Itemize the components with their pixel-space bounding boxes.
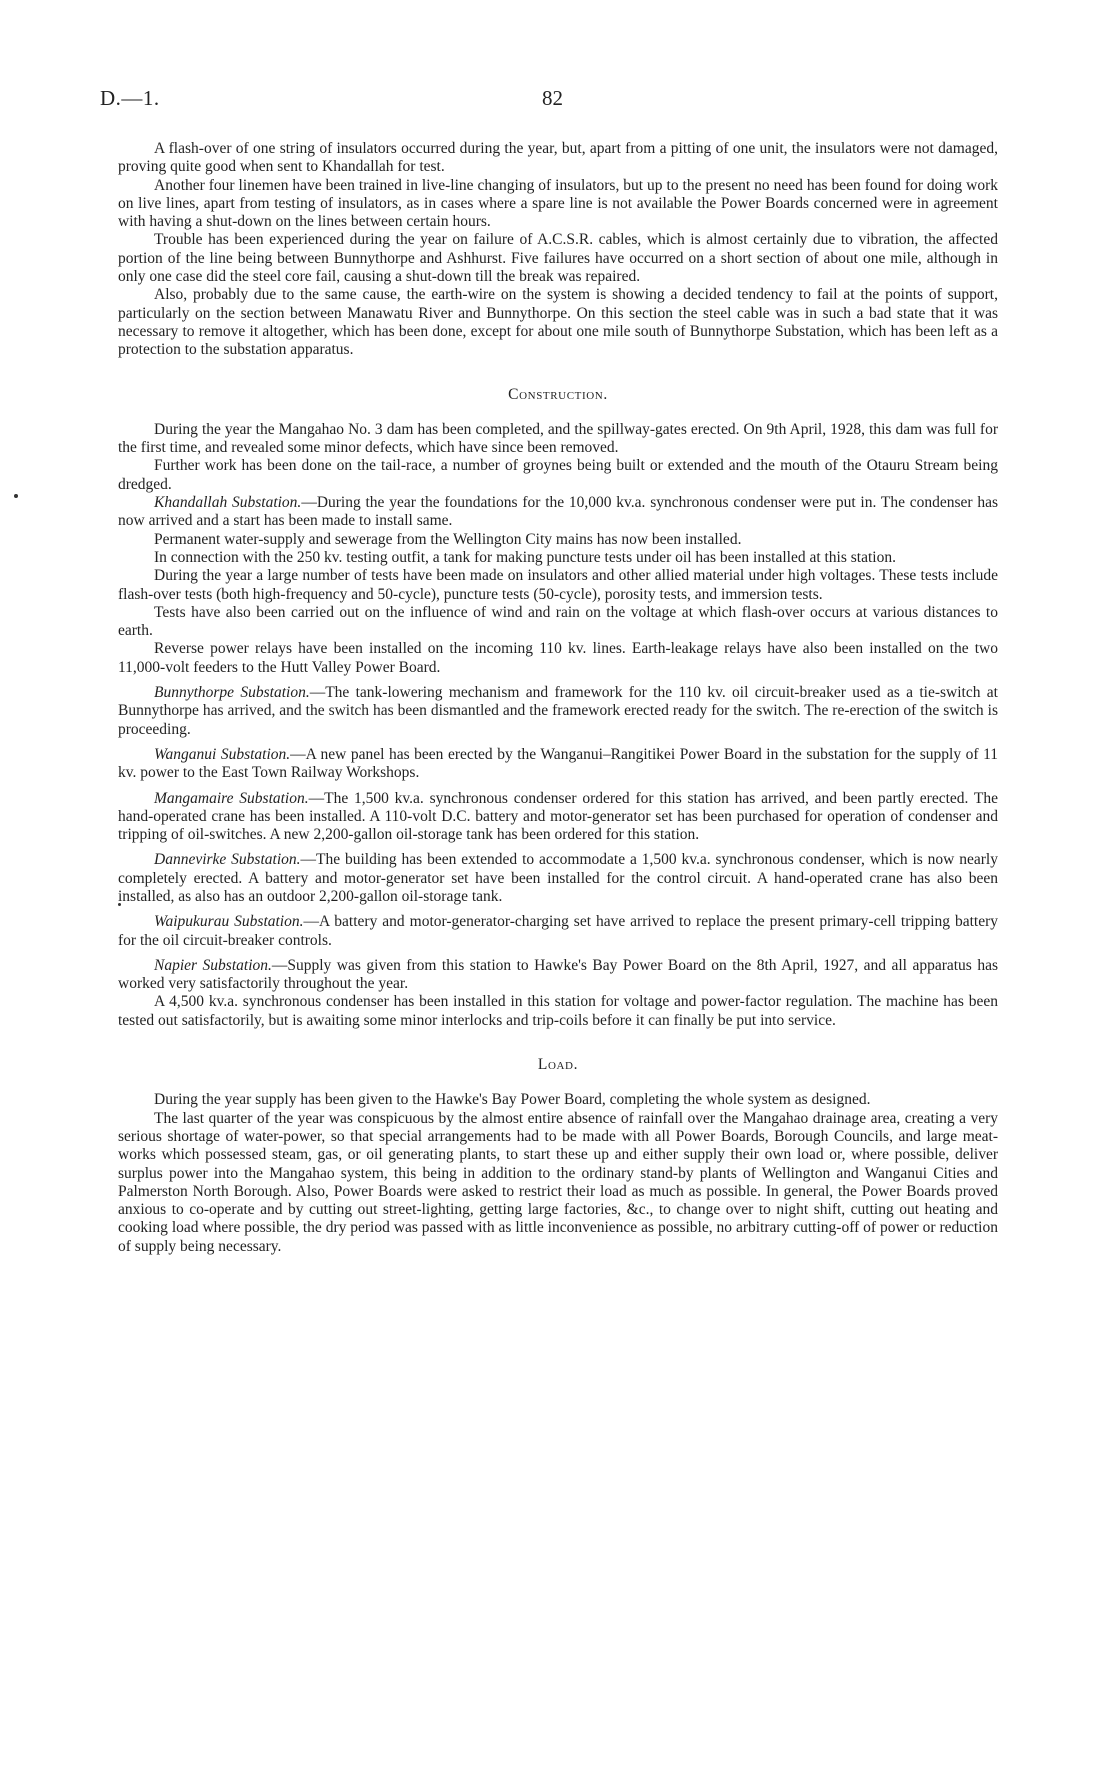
subsection-title: Bunnythorpe Substation. (154, 684, 310, 702)
paragraph: Reverse power relays have been installed on the incoming 110 kv. lines. Earth-leakage relays have also been installed on the two 11,000-volt feeders to the Hutt Valley Power Board. (118, 640, 998, 676)
page-header (100, 86, 1000, 116)
subsection-text: —During the year the foundations for the 10,000 kv.a. synchronous condenser were put in. The condenser has now arrived and a start has been made to install same. (118, 494, 999, 530)
subsection-title: Napier Substation. (154, 956, 272, 974)
paragraph: Permanent water-supply and sewerage from the Wellington City mains has now been installed. (154, 530, 742, 548)
subsection-title: Khandallah Substation. (154, 494, 302, 512)
paragraph: Another four linemen have been trained in live-line changing of insulators, but up to the present no need has been found for doing work on live lines, apart from testing of insulators, as in cases where a spare line is not available the Power Boards concerned were in agreement with having a shut-down on the lines between certain hours. (118, 176, 998, 231)
subsection-text: —A battery and motor-generator-charging set have arrived to replace the present primary-cell tripping battery for the oil circuit-breaker controls. (118, 913, 998, 949)
subsection-text: —Supply was given from this station to Hawke's Bay Power Board on the 8th April, 1927, and all apparatus has worked very satisfactorily throughout the year. (118, 956, 998, 993)
subsection-title: Mangamaire Substation. (154, 789, 309, 807)
section-heading-construction: Construction. (508, 385, 608, 403)
wanganui-substation-paragraph (118, 746, 998, 783)
paragraph: Also, probably due to the same cause, the earth-wire on the system is showing a decided tendency to fail at the points of support, particularly on the section between Manawatu River and Bunnythorpe. On this section the steel cable was in such a bad state that it was necessary to remove it altogether, which has been done, except for about one mile south of Bunnythorpe Substation, which has been left as a protection to the substation apparatus. (118, 286, 998, 359)
subsection-title: Dannevirke Substation. (154, 851, 301, 869)
waipukurau-substation-paragraph (118, 913, 998, 950)
paragraph: A 4,500 kv.a. synchronous condenser has been installed in this station for voltage and power-factor regulation. The machine has been tested out satisfactorily, but is awaiting some minor interlocks and trip-coils before it can finally be put into service. (118, 993, 998, 1029)
subsection-text: —The 1,500 kv.a. synchronous condenser ordered for this station has arrived, and been partly erected. The hand-operated crane has been installed. A 110-volt D.C. battery and motor-generator set has been purchased for operation of condenser and tripping of oil-switches. A new 2,200-gallon oil-storage tank has been ordered for this station. (118, 789, 999, 844)
page-number: 82 (542, 86, 563, 110)
paragraph: In connection with the 250 kv. testing outfit, a tank for making puncture tests under oil has been installed at this station. (154, 548, 896, 566)
dannevirke-substation-paragraph (118, 851, 998, 906)
paragraph: A flash-over of one string of insulators occurred during the year, but, apart from a pitting of one unit, the insulators were not damaged, proving quite good when sent to Khandallah for test. (118, 140, 998, 176)
subsection-title: Wanganui Substation. (154, 745, 291, 763)
scan-speck (14, 494, 18, 498)
paragraph: The last quarter of the year was conspicuous by the almost entire absence of rainfall over the Mangahao drainage area, creating a very serious shortage of water-power, so that special arrangements had to be made with all Power Boards, Borough Councils, and large meat-works which possessed steam, gas, or oil generating plants, to start these up and either supply their own load or, where possible, deliver surplus power into the Mangahao system, this being in addition to the ordinary stand-by plants of Wellington and Wanganui Cities and Palmerston North Borough. Also, Power Boards were asked to restrict their load as much as possible. In general, the Power Boards proved anxious to co-operate and by cutting out street-lighting, getting large factories, &c., to change over to night shift, cutting out heating and cooking load where possible, the dry period was passed with as little inconvenience as possible, no arbitrary cutting-off of power or reduction of supply being necessary. (118, 1109, 998, 1255)
paragraph: Trouble has been experienced during the year on failure of A.C.S.R. cables, which is almost certainly due to vibration, the affected portion of the line being between Bunnythorpe and Ashhurst. Five failures have occurred on a short section of about one mile, although in only one case did the steel core fail, causing a shut-down till the break was repaired. (118, 231, 998, 286)
subsection-title: Waipukurau Substation. (154, 913, 304, 931)
paragraph: Tests have also been carried out on the influence of wind and rain on the voltage at which flash-over occurs at various distances to earth. (118, 603, 998, 640)
paragraph: Further work has been done on the tail-race, a number of groynes being built or extended and the mouth of the Otauru Stream being dredged. (118, 457, 998, 493)
khandallah-substation-paragraph (118, 494, 998, 531)
paragraph: During the year the Mangahao No. 3 dam has been completed, and the spillway-gates erected. On 9th April, 1928, this dam was full for the first time, and revealed some minor defects, which have since been removed. (118, 420, 998, 457)
body-text (118, 140, 998, 1256)
napier-substation-paragraph (118, 957, 998, 994)
document-reference: D.—1. (100, 86, 160, 110)
subsection-text: —The building has been extended to accommodate a 1,500 kv.a. synchronous condenser, which is now nearly completely erected. A battery and motor-generator set have been installed for the control circuit. A hand-operated crane has also been installed, as also has an outdoor 2,200-gallon oil-storage tank. (118, 851, 998, 905)
bunnythorpe-substation-paragraph (118, 684, 998, 739)
subsection-text: —The tank-lowering mechanism and framework for the 110 kv. oil circuit-breaker used as a tie-switch at Bunnythorpe has arrived, and the switch has been dismantled and the framework erected ready for the switch. The re-erection of the switch is proceeding. (118, 684, 998, 738)
section-heading-load: Load. (537, 1056, 579, 1074)
paragraph: During the year supply has been given to the Hawke's Bay Power Board, completing the whole system as designed. (154, 1091, 871, 1109)
paragraph: During the year a large number of tests have been made on insulators and other allied material under high voltages. These tests include flash-over tests (both high-frequency and 50-cycle), puncture tests (50-cycle), porosity tests, and immersion tests. (118, 567, 998, 603)
subsection-text: —A new panel has been erected by the Wanganui–Rangitikei Power Board in the substation for the supply of 11 kv. power to the East Town Railway Workshops. (118, 745, 999, 782)
mangamaire-substation-paragraph (118, 790, 998, 845)
